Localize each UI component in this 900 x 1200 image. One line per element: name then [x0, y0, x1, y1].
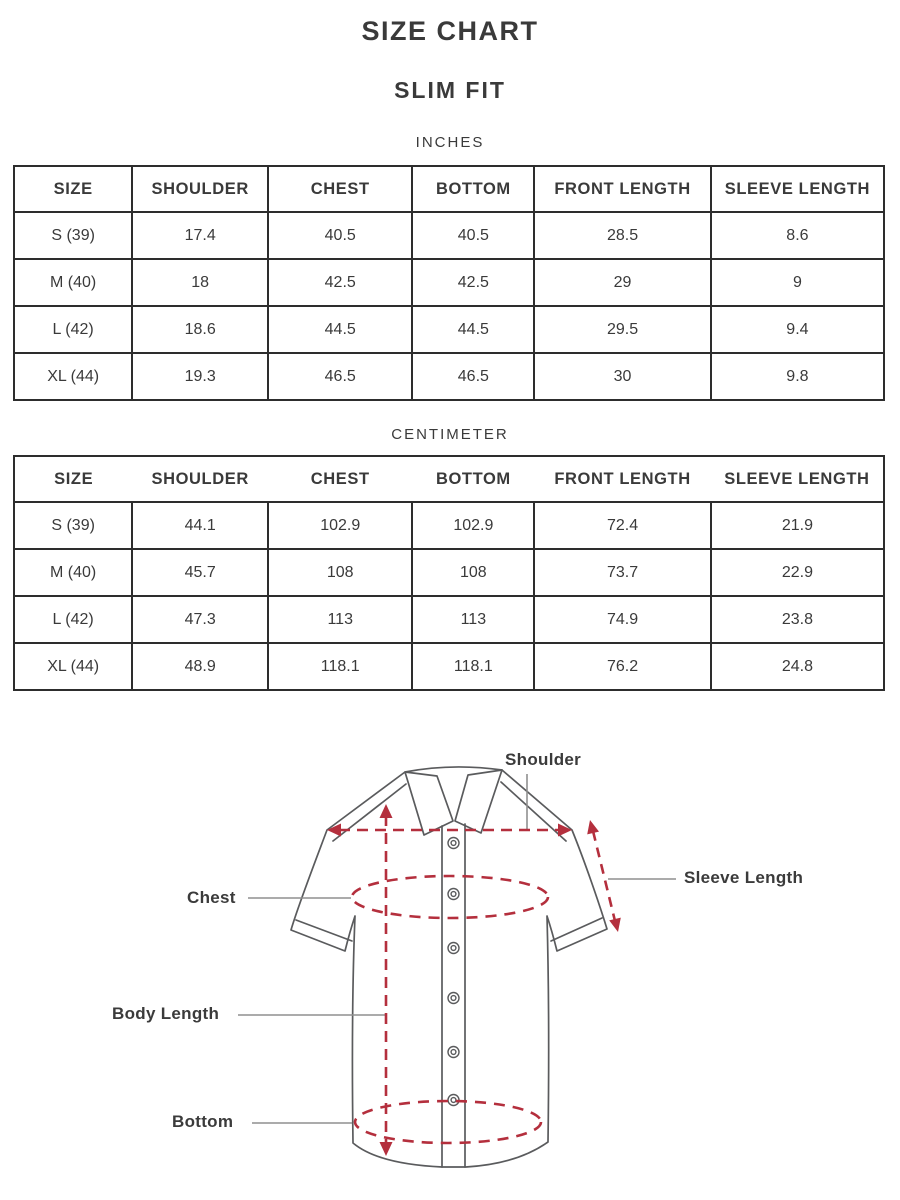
value-cell: 72.4 [534, 502, 711, 549]
value-cell: 21.9 [711, 502, 884, 549]
size-cell: M (40) [14, 259, 132, 306]
chest-label: Chest [187, 888, 236, 907]
column-header: SLEEVE LENGTH [711, 456, 884, 502]
size-cell: L (42) [14, 306, 132, 353]
body-length-label: Body Length [112, 1004, 220, 1023]
value-cell: 9.4 [711, 306, 884, 353]
value-cell: 42.5 [268, 259, 412, 306]
size-cell: M (40) [14, 549, 132, 596]
value-cell: 44.5 [268, 306, 412, 353]
value-cell: 74.9 [534, 596, 711, 643]
column-header: FRONT LENGTH [534, 166, 711, 212]
value-cell: 18 [132, 259, 268, 306]
value-cell: 113 [268, 596, 412, 643]
column-header: SHOULDER [132, 456, 268, 502]
value-cell: 40.5 [268, 212, 412, 259]
value-cell: 46.5 [412, 353, 534, 400]
value-cell: 30 [534, 353, 711, 400]
value-cell: 108 [412, 549, 534, 596]
value-cell: 108 [268, 549, 412, 596]
size-cell: XL (44) [14, 643, 132, 690]
value-cell: 102.9 [412, 502, 534, 549]
value-cell: 48.9 [132, 643, 268, 690]
value-cell: 40.5 [412, 212, 534, 259]
value-cell: 76.2 [534, 643, 711, 690]
value-cell: 118.1 [412, 643, 534, 690]
size-cell: L (42) [14, 596, 132, 643]
size-cell: S (39) [14, 212, 132, 259]
value-cell: 73.7 [534, 549, 711, 596]
size-cell: S (39) [14, 502, 132, 549]
value-cell: 45.7 [132, 549, 268, 596]
value-cell: 29.5 [534, 306, 711, 353]
value-cell: 28.5 [534, 212, 711, 259]
column-header: SHOULDER [132, 166, 268, 212]
value-cell: 118.1 [268, 643, 412, 690]
value-cell: 24.8 [711, 643, 884, 690]
bottom-label: Bottom [172, 1112, 234, 1131]
value-cell: 102.9 [268, 502, 412, 549]
value-cell: 23.8 [711, 596, 884, 643]
value-cell: 8.6 [711, 212, 884, 259]
column-header: SLEEVE LENGTH [711, 166, 884, 212]
column-header: CHEST [268, 166, 412, 212]
value-cell: 17.4 [132, 212, 268, 259]
shoulder-label: Shoulder [505, 750, 582, 769]
column-header: BOTTOM [412, 456, 534, 502]
column-header: SIZE [14, 456, 132, 502]
value-cell: 46.5 [268, 353, 412, 400]
size-cell: XL (44) [14, 353, 132, 400]
value-cell: 44.5 [412, 306, 534, 353]
value-cell: 44.1 [132, 502, 268, 549]
value-cell: 18.6 [132, 306, 268, 353]
value-cell: 9 [711, 259, 884, 306]
value-cell: 42.5 [412, 259, 534, 306]
column-header: CHEST [268, 456, 412, 502]
column-header: FRONT LENGTH [534, 456, 711, 502]
value-cell: 22.9 [711, 549, 884, 596]
value-cell: 29 [534, 259, 711, 306]
centimeter-unit-label: CENTIMETER [391, 426, 509, 443]
inches-unit-label: INCHES [415, 134, 485, 151]
column-header: BOTTOM [412, 166, 534, 212]
value-cell: 113 [412, 596, 534, 643]
value-cell: 47.3 [132, 596, 268, 643]
page-subtitle: SLIM FIT [394, 77, 506, 103]
sleeve-length-label: Sleeve Length [684, 868, 804, 887]
value-cell: 19.3 [132, 353, 268, 400]
value-cell: 9.8 [711, 353, 884, 400]
page-title: SIZE CHART [361, 16, 539, 46]
column-header: SIZE [14, 166, 132, 212]
